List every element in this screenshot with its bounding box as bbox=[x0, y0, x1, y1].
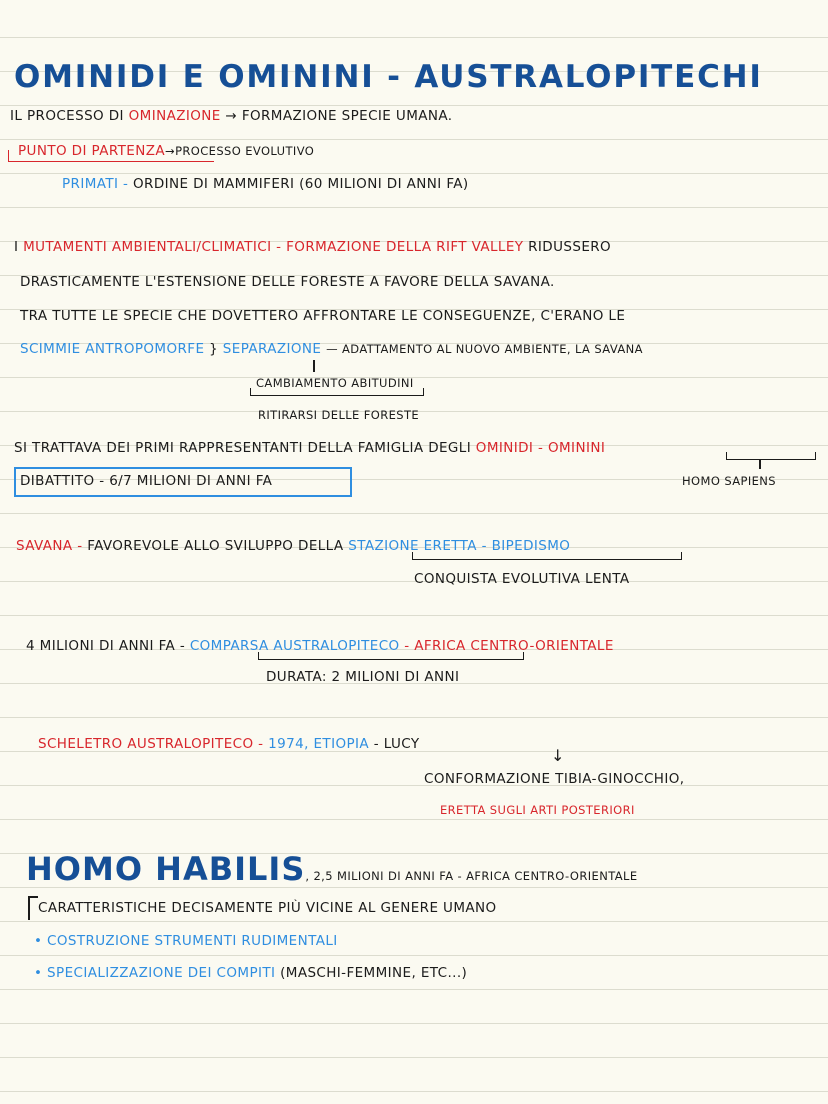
page-title: OMINIDI E OMININI - AUSTRALOPITECHI bbox=[14, 59, 763, 95]
arrow-down-icon: ↓ bbox=[551, 746, 565, 765]
line-dibattito: DIBATTITO - 6/7 MILIONI DI ANNI FA bbox=[20, 473, 273, 489]
bullet-item bbox=[34, 932, 338, 950]
keyword-scimmie-antropomorfe: SCIMMIE ANTROPOMORFE bbox=[20, 341, 205, 357]
text: - LUCY bbox=[373, 736, 420, 752]
corner-bracket bbox=[28, 896, 38, 920]
line-mutamenti bbox=[14, 238, 611, 256]
keyword-ominidi: OMINIDI - bbox=[475, 440, 544, 456]
underbracket bbox=[250, 388, 424, 396]
keyword-africa: - AFRICA CENTRO-ORIENTALE bbox=[404, 638, 614, 654]
line-tra-tutte: TRA TUTTE LE SPECIE CHE DOVETTERO AFFRONTARE LE CONSEGUENZE, C'ERANO LE bbox=[20, 308, 626, 324]
line-scimmie bbox=[20, 340, 643, 358]
keyword-stazione-eretta: STAZIONE ERETTA - BIPEDISMO bbox=[348, 538, 571, 554]
keyword-separazione: SEPARAZIONE bbox=[222, 341, 322, 357]
line-scheletro bbox=[38, 735, 420, 753]
text: →PROCESSO EVOLUTIVO bbox=[165, 144, 315, 158]
underbracket bbox=[412, 552, 682, 560]
text: → FORMAZIONE SPECIE UMANA. bbox=[225, 108, 453, 124]
text: — ADATTAMENTO AL NUOVO AMBIENTE, LA SAVANA bbox=[326, 342, 643, 356]
keyword-savana: SAVANA - bbox=[16, 538, 83, 554]
text: SI TRATTAVA DEI PRIMI RAPPRESENTANTI DELLA FAMIGLIA DEGLI bbox=[14, 440, 472, 456]
keyword-ominazione: OMINAZIONE bbox=[128, 108, 221, 124]
keyword-ominini: OMININI bbox=[547, 440, 606, 456]
keyword-scheletro: SCHELETRO AUSTRALOPITECO - bbox=[38, 736, 264, 752]
keyword-1974: 1974 bbox=[268, 736, 305, 752]
text: FAVOREVOLE ALLO SVILUPPO DELLA bbox=[87, 538, 344, 554]
line-conformazione: CONFORMAZIONE TIBIA-GINOCCHIO, bbox=[424, 771, 685, 787]
bullet-note: (MASCHI-FEMMINE, ETC...) bbox=[280, 965, 468, 981]
text: RIDUSSERO bbox=[528, 239, 612, 255]
line-primi-rappresentanti bbox=[14, 439, 605, 457]
homo-habilis-heading bbox=[26, 850, 637, 888]
keyword-comparsa: COMPARSA AUSTRALOPITECO bbox=[189, 638, 400, 654]
line-drasticamente: DRASTICAMENTE L'ESTENSIONE DELLE FORESTE A FAVORE DELLA SAVANA. bbox=[20, 274, 555, 290]
line-cambiamento: CAMBIAMENTO ABITUDINI bbox=[256, 376, 414, 390]
underbracket bbox=[258, 652, 524, 660]
underbracket bbox=[726, 452, 816, 460]
bracket bbox=[8, 150, 214, 162]
text: ORDINE DI MAMMIFERI (60 MILIONI DI ANNI FA) bbox=[133, 176, 469, 192]
connector bbox=[759, 459, 761, 469]
line-primati bbox=[62, 175, 469, 193]
line-durata: DURATA: 2 MILIONI DI ANNI bbox=[266, 669, 460, 685]
line-conquista: CONQUISTA EVOLUTIVA LENTA bbox=[414, 571, 630, 587]
homo-habilis-title: HOMO HABILIS bbox=[26, 850, 306, 888]
keyword-punto-di-partenza: PUNTO DI PARTENZA bbox=[18, 143, 166, 159]
line-eretta: ERETTA SUGLI ARTI POSTERIORI bbox=[440, 803, 635, 817]
keyword-mutamenti: MUTAMENTI AMBIENTALI/CLIMATICI - FORMAZIONE DELLA RIFT VALLEY bbox=[23, 239, 524, 255]
bullet-text: • SPECIALIZZAZIONE DEI COMPITI bbox=[34, 965, 276, 981]
keyword-etiopia: , ETIOPIA bbox=[304, 736, 370, 752]
text: I bbox=[14, 239, 19, 255]
text: IL PROCESSO DI bbox=[10, 108, 124, 124]
line-ritirarsi: RITIRARSI DELLE FORESTE bbox=[258, 408, 420, 422]
label-homo-sapiens: HOMO SAPIENS bbox=[682, 474, 777, 488]
connector bbox=[313, 360, 315, 372]
bullet-text: • COSTRUZIONE STRUMENTI RUDIMENTALI bbox=[34, 933, 338, 949]
keyword-primati: PRIMATI - bbox=[62, 176, 129, 192]
homo-habilis-sub: , 2,5 MILIONI DI ANNI FA - AFRICA CENTRO-ORIENTALE bbox=[305, 869, 638, 883]
bullet-item bbox=[34, 964, 467, 982]
brace: } bbox=[209, 341, 219, 357]
line-caratteristiche: CARATTERISTICHE DECISAMENTE PIÙ VICINE AL GENERE UMANO bbox=[38, 900, 497, 916]
line-ominazione bbox=[10, 107, 452, 125]
text: 4 MILIONI DI ANNI FA - bbox=[26, 638, 186, 654]
